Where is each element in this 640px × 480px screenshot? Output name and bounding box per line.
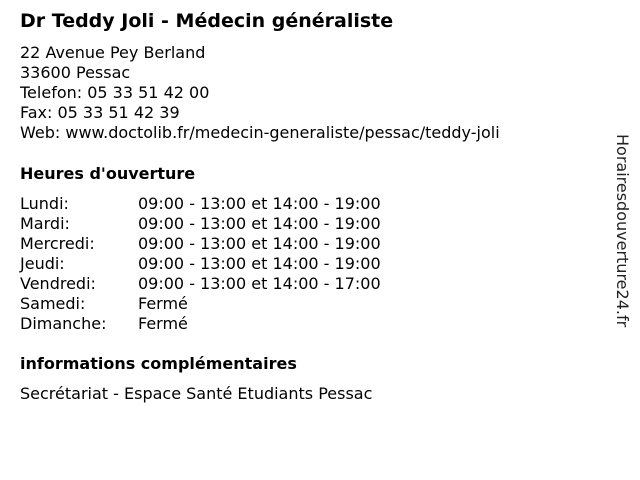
website: Web: www.doctolib.fr/medecin-generaliste/pessac/teddy-joli — [20, 123, 500, 142]
time-value: 09:00 - 13:00 et 14:00 - 17:00 — [138, 274, 381, 293]
time-value: Fermé — [138, 294, 188, 313]
watermark — [600, 134, 640, 374]
time-value: 09:00 - 13:00 et 14:00 - 19:00 — [138, 214, 381, 233]
time-value: 09:00 - 13:00 et 14:00 - 19:00 — [138, 194, 381, 213]
address-street: 22 Avenue Pey Berland — [20, 43, 206, 62]
page-title: Dr Teddy Joli - Médecin généraliste — [20, 10, 394, 32]
day-label: Lundi: — [20, 194, 69, 213]
time-value: Fermé — [138, 314, 188, 333]
day-label: Jeudi: — [20, 254, 65, 273]
time-value: 09:00 - 13:00 et 14:00 - 19:00 — [138, 254, 381, 273]
hours-heading: Heures d'ouverture — [20, 164, 196, 183]
day-label: Mercredi: — [20, 234, 95, 253]
day-label: Vendredi: — [20, 274, 96, 293]
fax-number: Fax: 05 33 51 42 39 — [20, 103, 180, 122]
time-value: 09:00 - 13:00 et 14:00 - 19:00 — [138, 234, 381, 253]
contact-info — [20, 43, 500, 143]
day-label: Samedi: — [20, 294, 86, 313]
address-city: 33600 Pessac — [20, 63, 131, 82]
day-label: Dimanche: — [20, 314, 107, 333]
extra-info-text: Secrétariat - Espace Santé Etudiants Pessac — [20, 384, 373, 403]
phone-number: Telefon: 05 33 51 42 00 — [20, 83, 210, 102]
day-label: Mardi: — [20, 214, 70, 233]
extra-info-heading: informations complémentaires — [20, 354, 297, 373]
watermark-text: Horairesdouverture24.fr — [613, 134, 632, 328]
